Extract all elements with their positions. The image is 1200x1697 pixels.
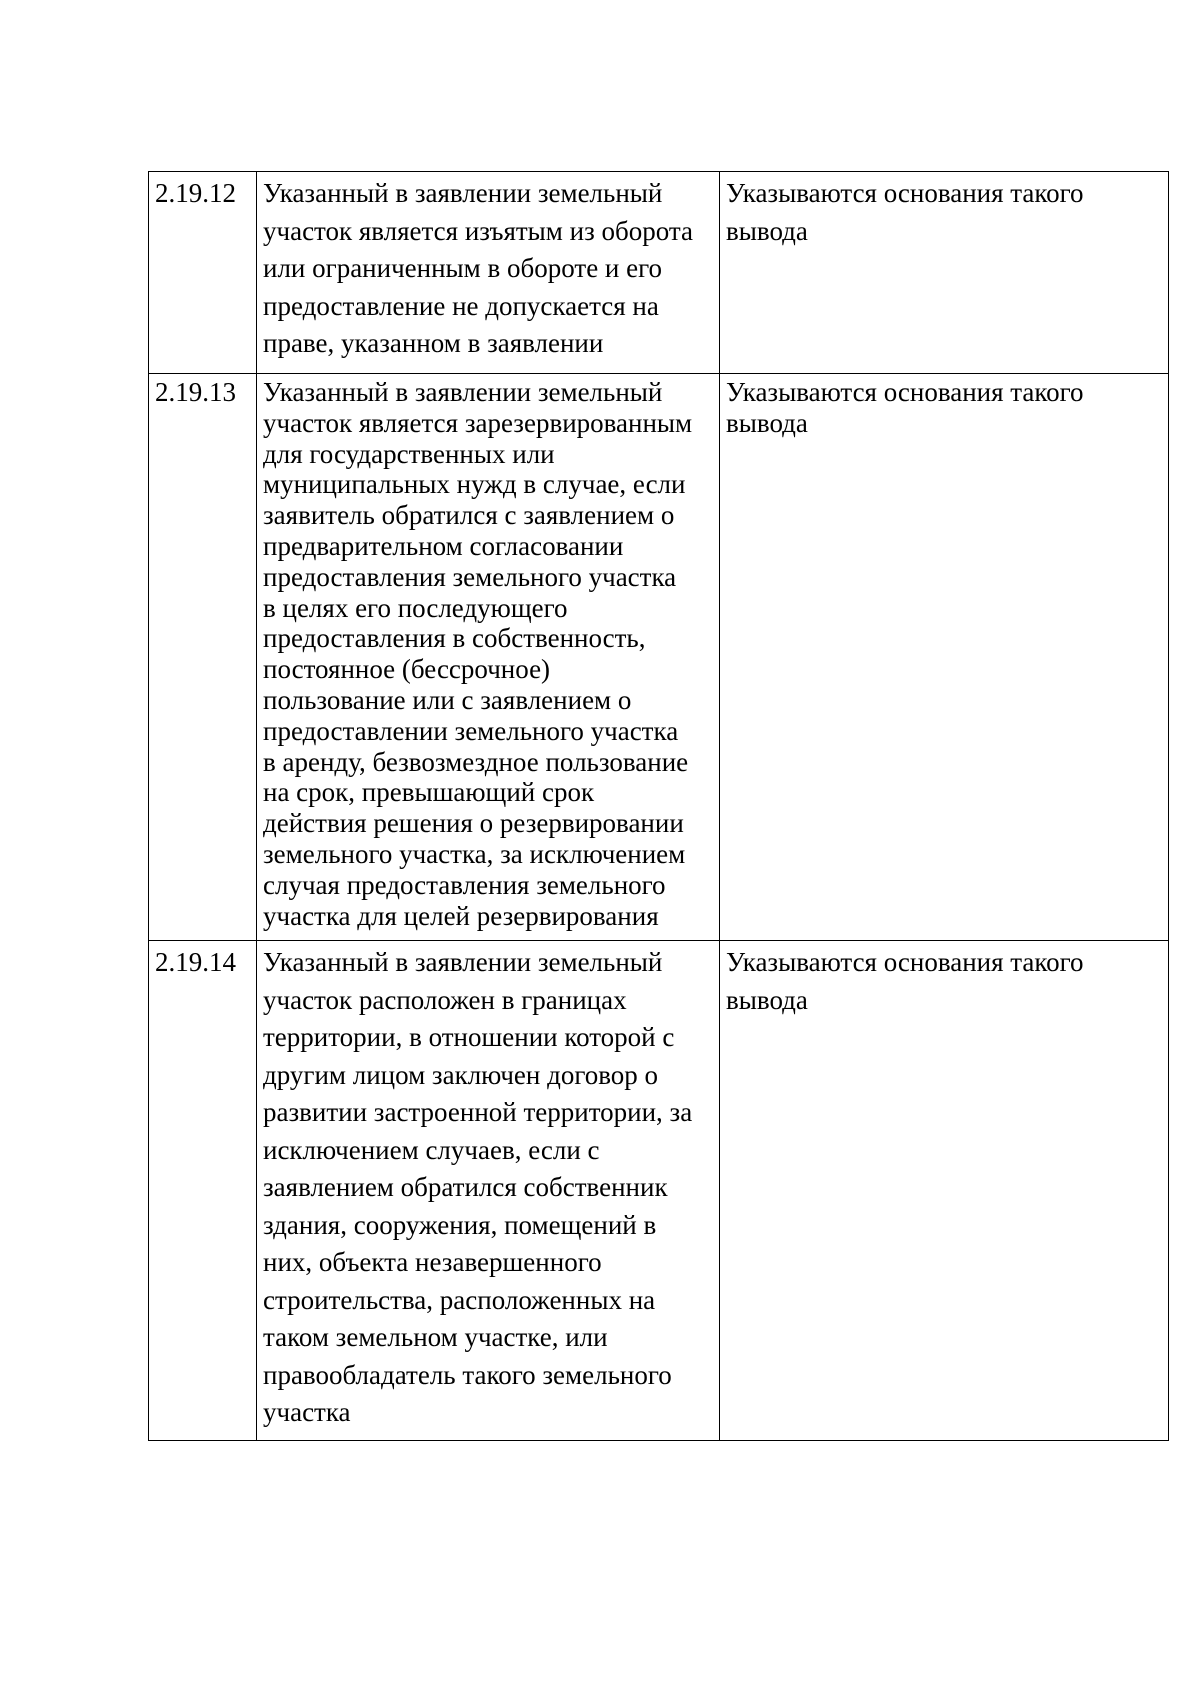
table-row [149, 374, 1169, 941]
clause-number-cell: 2.19.14 [149, 941, 257, 1441]
table-row [149, 172, 1169, 374]
refusal-reason-cell: Указанный в заявлении земельный участок является изъятым из оборота или ограниченным в обороте и его предоставление не допускается на праве, указанном в заявлении [257, 172, 720, 374]
refusal-reason-cell: Указанный в заявлении земельный участок является зарезервированным для государственных или муниципальных нужд в случае, если заявитель обратился с заявлением о предварительном согласовании предоставления земельного участка в целях его последующего предоставления в собственность, постоянное (бессрочное) пользование или с заявлением о предоставлении земельного участка в аренду, безвозмездное пользование на срок, превышающий срок действия решения о резервировании земельного участка, за исключением случая предоставления земельного участка для целей резервирования [257, 374, 720, 941]
clause-number-cell: 2.19.13 [149, 374, 257, 941]
explanation-cell: Указываются основания такого вывода [720, 374, 1169, 941]
table-row [149, 941, 1169, 1441]
explanation-cell: Указываются основания такого вывода [720, 172, 1169, 374]
explanation-cell: Указываются основания такого вывода [720, 941, 1169, 1441]
refusal-grounds-table [148, 171, 1169, 1441]
refusal-reason-cell: Указанный в заявлении земельный участок расположен в границах территории, в отношении которой с другим лицом заключен договор о развитии застроенной территории, за исключением случаев, если с заявлением обратился собственник здания, сооружения, помещений в них, объекта незавершенного строительства, расположенных на таком земельном участке, или правообладатель такого земельного участка [257, 941, 720, 1441]
clause-number-cell: 2.19.12 [149, 172, 257, 374]
